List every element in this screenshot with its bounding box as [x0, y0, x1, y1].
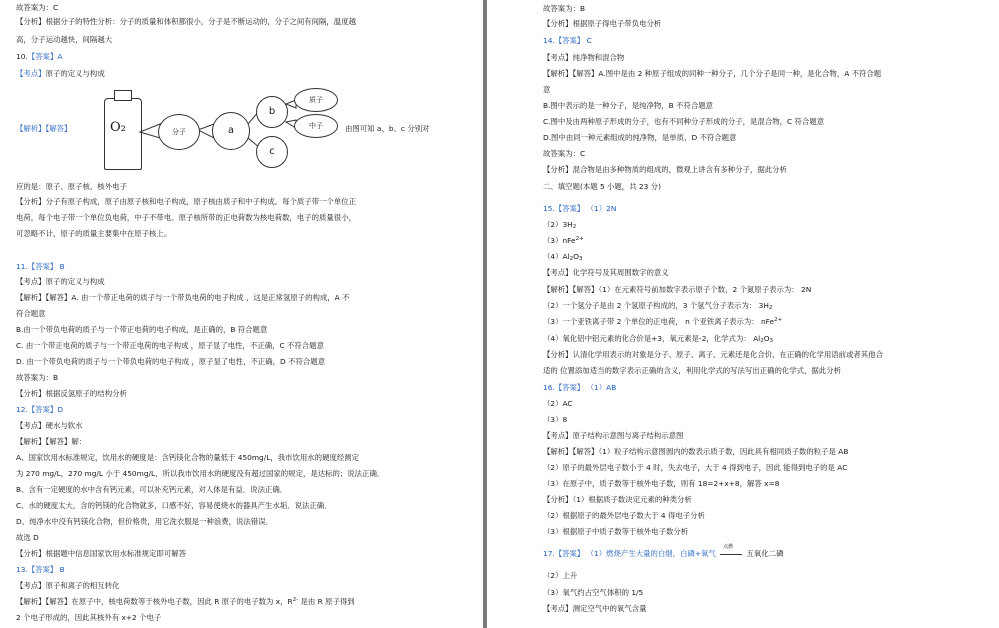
q17-point: 【考点】测定空气中的氧气含量: [543, 604, 647, 613]
nucleus-b-circle: b: [256, 96, 288, 128]
analysis-line: 【分析】根据分子的特性分析：分子的质量和体积都很小，分子是不断运动的，分子之间有间隔，温度越: [16, 17, 356, 26]
q11-line: D. 由一个带负电荷的质子与一个带负电荷的电子构成 ，原子显了电性，不正确，D 不符合题意: [16, 357, 326, 366]
q16-line: （3）在原子中，质子数等于核外电子数，则有 18=2+x+8，解答 x=8: [543, 479, 780, 488]
q15-answer: 15.【答案】 （1）2N: [543, 204, 617, 213]
q12-line: B、含有一定硬度的水中含有钙元素，可以补充钙元素，对人体是有益．说法正确．: [16, 485, 288, 494]
q13-answer: 13.【答案】 B: [16, 565, 65, 574]
q16-answer: 16.【答案】 （1）AB: [543, 383, 617, 392]
q14-line: D.图中由同一种元素组成的纯净物，是单质，D 不符合题意: [543, 133, 737, 142]
q15-line: （4）氧化铝中铝元素的化合价是+3，氧元素是-2，化学式为： $Al_2O_3$: [543, 334, 774, 344]
q10-parse: 【解析】【解答】: [16, 124, 72, 133]
q16-answer-line: （3）8: [543, 415, 568, 424]
q14-line: 【解析】【解答】A.图中是由 2 种原子组成的同种一种分子，几个分子是同一种，是化合物，A 不符合题: [543, 69, 882, 78]
electron-c-circle: c: [256, 136, 288, 168]
q11-point: 【考点】原子的定义与构成: [16, 277, 105, 286]
q16-line: 【分析】（1）根据质子数决定元素的种类分析: [543, 495, 692, 504]
molecule-structure-diagram: [100, 86, 340, 170]
q10-answer: 10.【答案】A: [16, 52, 63, 61]
q13-point: 【考点】原子和离子的相互转化: [16, 581, 120, 590]
right-page: [487, 0, 999, 628]
q16-line: （2）根据原子的最外层电子数大于 4 得电子分析: [543, 511, 705, 520]
q16-line: （2）原子的最外层电子数小于 4 时，失去电子，大于 4 得到电子，因此 能得到电子的是 AC: [543, 463, 848, 472]
q11-answer: 11.【答案】 B: [16, 262, 65, 271]
q14-line: 意: [543, 85, 551, 94]
q12-line: A、国家饮用水标准规定，饮用水的硬度是：含钙镁化合物的量低于 450mg/L，我市饮用水的硬度经测定: [16, 453, 360, 462]
q15-line: 【解析】【解答】（1）在元素符号前加数字表示原子个数，2 个氮原子表示为： 2N: [543, 285, 812, 294]
q16-answer-line: （2）AC: [543, 399, 573, 408]
bottle-label: O₂: [110, 120, 126, 135]
q11-line: 【分析】根据反氢原子的结构分析: [16, 389, 127, 398]
q11-line: 【解析】【解答】A. 由一个带正电荷的质子与一个带负电荷的电子构成 ，这是正常氢原子的构成，A 不: [16, 293, 350, 302]
answer-line: 故答案为：B: [543, 4, 586, 13]
q16-line: 【解析】【解答】（1）粒子结构示意图圆内的数表示质子数，因此具有相同质子数的粒子是 AB: [543, 447, 849, 456]
left-page: [0, 0, 483, 628]
q10-line: 应的是：原子、原子核、核外电子: [16, 182, 127, 191]
q15-answer-line: （3）nFe$^{2+}$: [543, 236, 584, 245]
q12-line: 为 270 mg/L，270 mg/L 小于 450mg/L，所以我市饮用水的硬度没有超过国家的规定，是达标的；说法正确．: [16, 469, 385, 478]
atom-a-circle: a: [212, 112, 250, 150]
q12-line: 【分析】根据题中信息国家饮用水标准规定即可解答: [16, 549, 186, 558]
analysis-line: 高，分子运动越快，间隔越大: [16, 35, 113, 44]
reaction-arrow: 点燃: [718, 549, 744, 559]
molecule-circle: 分子: [158, 114, 200, 150]
q15-answer-line: $(2)3H_2$: [543, 220, 577, 230]
answer-line: 故答案为：C: [16, 3, 59, 12]
neutron-circle: 中子: [294, 114, 338, 138]
q11-line: B.由一个带负电荷的质子与一个带正电荷的电子构成，是正确的，B 符合题意: [16, 325, 268, 334]
q17-answer-line: （3）氧气约占空气体积的 1/5: [543, 588, 644, 597]
q12-point: 【考点】硬水与软水: [16, 421, 83, 430]
q15-answer-line: $(4)Al_2O_3$: [543, 252, 583, 262]
q16-point: 【考点】原子结构示意图与离子结构示意图: [543, 431, 684, 440]
q12-answer: 12.【答案】D: [16, 405, 64, 414]
q11-line: C. 由一个带正电荷的质子与一个带正电荷的电子构成 ，原子显了电性，不正确，C 不符合题意: [16, 341, 324, 350]
q16-line: （3）根据原子中质子数等于核外电子数分析: [543, 527, 689, 536]
q13-line: 2 个电子形成的，因此其核外有 x+2 个电子: [16, 613, 162, 622]
q14-answer: 14.【答案】 C: [543, 36, 592, 45]
q10-parse-tail: 由图可知 a、b、c 分别对: [345, 124, 430, 133]
q10-analysis: 可忽略不计，原子的质量主要集中在原子核上。: [16, 229, 172, 238]
q10-point: 【考点】原子的定义与构成: [16, 69, 105, 78]
q14-line: B.图中表示的是一种分子，是纯净物，B 不符合题意: [543, 101, 714, 110]
q17-answer: 17.【答案】 （1）燃烧产生大量的白烟，白磷+氧气 点燃 五氧化二磷: [543, 544, 784, 558]
q12-line: C、水的硬度太大，含的钙镁的化合物就多，口感不好，容易使烧水的器具产生水垢．说法正确．: [16, 501, 332, 510]
q10-analysis: 电荷，每个电子带一个单位负电荷，中子不带电。原子核所带的正电荷数为核电荷数，电子的质量很小，: [16, 213, 356, 222]
analysis-line: 【分析】根据原子得电子带负电分析: [543, 19, 662, 28]
q15-line: （3）一个亚铁离子带 2 个单位的正电荷， n 个亚铁离子表示为： nFe$^{2+}$: [543, 317, 783, 326]
q12-parse: 【解析】【解答】解：: [16, 437, 87, 446]
q12-line: 故选 D: [16, 533, 39, 542]
q12-line: D、纯净水中没有钙镁化合物，但价格贵，用它洗衣服是一种浪费，说法错误．: [16, 517, 273, 526]
q15-line: 适的 位置添加适当的数字表示正确的含义，利用化学式的写法写出正确的化学式，据此分析: [543, 366, 841, 375]
q11-line: 符合题意: [16, 309, 46, 318]
q14-line: 【分析】混合物是由多种物质的组成的，微观上讲含有多种分子，据此分析: [543, 165, 787, 174]
q11-line: 故答案为：B: [16, 373, 59, 382]
q15-line: （2）一个氢分子是由 2 个氢原子构成的，3 个氢气分子表示为： $3H_2$: [543, 301, 773, 311]
proton-circle: 质子: [294, 88, 338, 112]
q15-line: 【分析】认清化学用表示的对象是分子、原子、离子、元素还是化合价，在正确的化学用语前或者其他合: [543, 350, 883, 359]
q14-point: 【考点】纯净物和混合物: [543, 53, 625, 62]
q14-line: C.图中及由两种原子形成的分子，也有不同种分子形成的分子，是混合物，C 符合题意: [543, 117, 825, 126]
q15-point: 【考点】化学符号及其周围数字的意义: [543, 268, 669, 277]
q13-line: 【解析】【解答】在原子中，核电荷数等于核外电子数，因此 R 原子的电子数为 x，$R^{2-}$ 是由 R 原子得到: [16, 597, 355, 606]
q10-analysis: 【分析】分子有原子构成，原子由原子核和电子构成，原子核由质子和中子构成。每个质子带一个单位正: [16, 197, 356, 206]
q17-answer-line: （2）上升: [543, 571, 578, 580]
section-heading: 二、填空题(本题 5 小题，共 23 分): [543, 182, 661, 191]
q14-line: 故答案为：C: [543, 149, 586, 158]
